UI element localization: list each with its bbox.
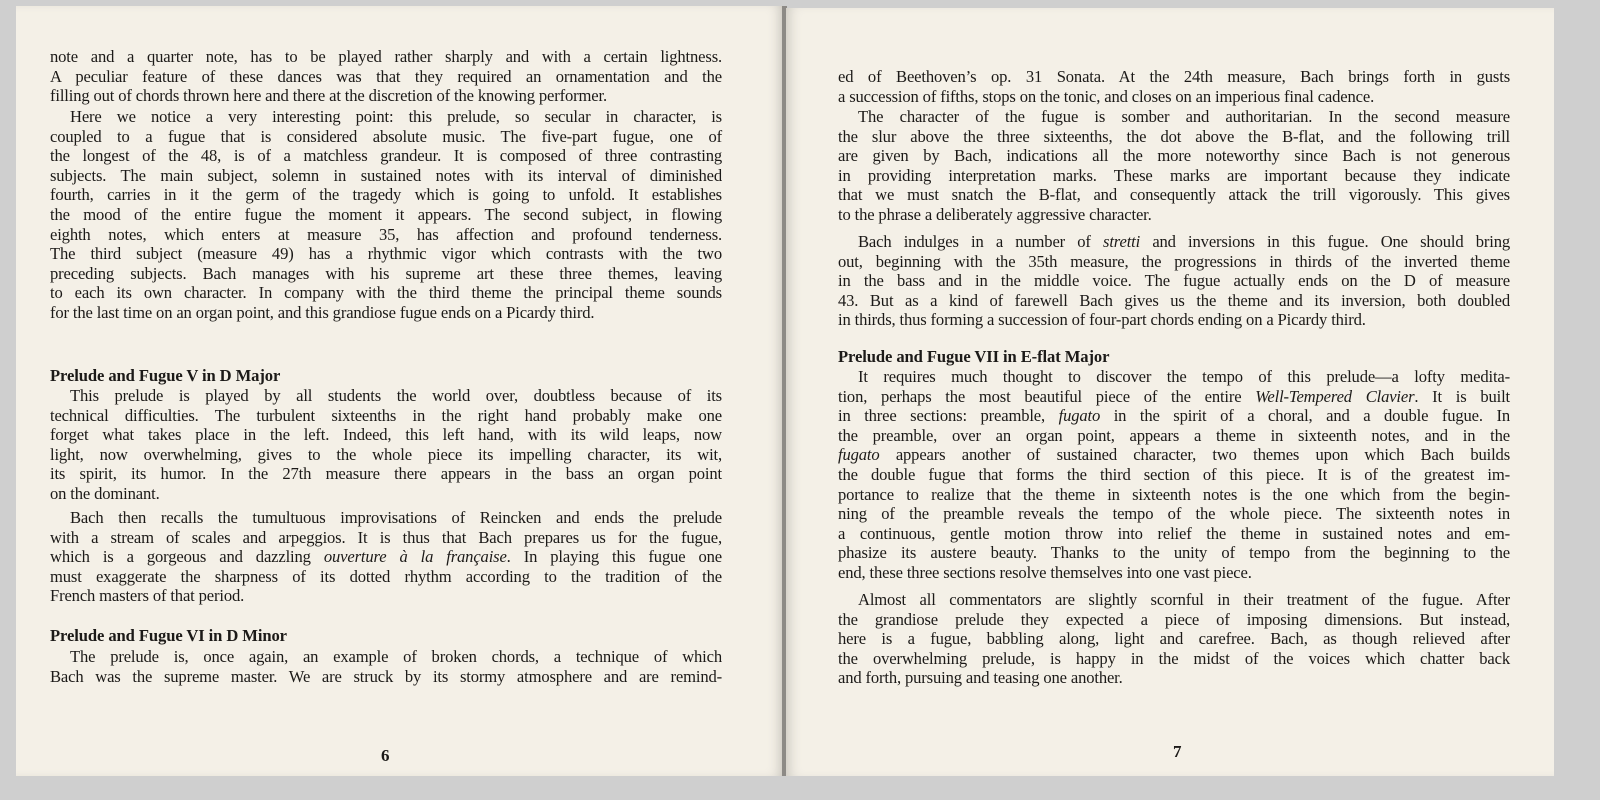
- text-line: note and a quarter note, has to be played rather sharply and with a certain lightness.: [50, 47, 722, 66]
- right-page: [786, 8, 1554, 776]
- text-line: and forth, pursuing and teasing one another.: [838, 668, 1123, 688]
- text-line: ning of the preamble reveals the tempo of the whole piece. The sixteenth notes in: [838, 504, 1510, 524]
- text-segment: which is a gorgeous and dazzling: [50, 547, 324, 567]
- text-line: The prelude is, once again, an example of broken chords, a technique of which: [70, 647, 722, 666]
- text-line: filling out of chords thrown here and there at the discretion of the knowing performer.: [50, 86, 607, 106]
- text-line: a continuous, gentle motion throw into relief the theme in sustained notes and em-: [838, 523, 1510, 543]
- text-line: preceding subjects. Bach manages with his supreme art these three themes, leaving: [50, 263, 722, 283]
- text-segment: and inversions in this fugue. One should bring: [1140, 232, 1510, 251]
- text-line: for the last time on an organ point, and this grandiose fugue ends on a Picardy third.: [50, 302, 595, 322]
- text-segment: Bach indulges in a number of: [858, 232, 1104, 251]
- text-line: It requires much thought to discover the tempo of this prelude—a lofty medita-: [858, 367, 1510, 386]
- text-line: French masters of that period.: [50, 586, 245, 606]
- text-line: out, beginning with the 35th measure, the progressions in thirds of the inverted theme: [838, 251, 1510, 271]
- text-line: its spirit, its humor. In the 27th measure there appears in the bass an organ point: [50, 464, 722, 484]
- text-line: Bach then recalls the tumultuous improvisations of Reincken and ends the prelude: [70, 508, 722, 527]
- italic-text: fugato: [838, 445, 880, 465]
- paragraph: [50, 647, 722, 686]
- section-heading: Prelude and Fugue V in D Major: [50, 366, 281, 385]
- text-line: the slur above the three sixteenths, the dot above the B-flat, and the following trill: [838, 126, 1510, 146]
- text-segment: tion, perhaps the most beautiful piece of the entire: [838, 386, 1256, 406]
- text-line: A peculiar feature of these dances was that they required an ornamentation and the: [50, 66, 722, 86]
- text-line: a succession of fifths, stops on the tonic, and closes on an imperious final cadence.: [838, 86, 1375, 106]
- text-line: portance to realize that the theme in sixteenth notes is the one which from the begin-: [838, 484, 1510, 504]
- text-line: to each its own character. In company with the third theme the principal theme sounds: [50, 283, 722, 303]
- italic-text: fugato: [1058, 406, 1101, 426]
- text-line: end, these three sections resolve themselves into one vast piece.: [838, 562, 1252, 582]
- text-line: [50, 547, 722, 567]
- text-segment: in the spirit of a choral, and a double fugue. In: [1100, 406, 1511, 426]
- text-line: eighth notes, which enters at measure 35, has affection and profound tenderness.: [50, 224, 722, 244]
- left-page: [16, 6, 784, 776]
- text-line: The character of the fugue is somber and authoritarian. In the second measure: [858, 107, 1510, 126]
- text-line: [838, 406, 1510, 426]
- text-line: must exaggerate the sharpness of its dotted rhythm according to the tradition of the: [50, 566, 722, 586]
- text-segment: in three sections: preamble,: [838, 406, 1059, 426]
- italic-text: stretti: [1103, 232, 1141, 251]
- text-line: Here we notice a very interesting point: this prelude, so secular in character, is: [70, 107, 722, 126]
- italic-text: ouverture à la française: [323, 547, 507, 567]
- text-line: subjects. The main subject, solemn in sustained notes with its interval of diminished: [50, 165, 722, 185]
- text-line: the mood of the entire fugue the moment it appears. The second subject, in flowing: [50, 204, 722, 224]
- text-line: Bach was the supreme master. We are struck by its stormy atmosphere and are remind-: [50, 666, 722, 686]
- page-number: 7: [1173, 742, 1182, 761]
- text-line: technical difficulties. The turbulent sixteenths in the right hand probably make one: [50, 405, 722, 425]
- paragraph: [838, 107, 1510, 225]
- paragraph: [838, 590, 1510, 688]
- text-line: fourth, carries in it the germ of the tragedy which is going to unfold. It establishes: [50, 185, 722, 205]
- text-segment: . In playing this fugue one: [506, 547, 723, 567]
- text-line: on the dominant.: [50, 483, 160, 503]
- text-line: The third subject (measure 49) has a rhythmic vigor which contrasts with the two: [50, 244, 722, 264]
- section-heading: Prelude and Fugue VI in D Minor: [50, 626, 287, 645]
- text-line: the grandiose prelude they expected a piece of imposing dimensions. But instead,: [838, 609, 1510, 629]
- paragraph: [50, 386, 722, 504]
- paragraph: [838, 367, 1510, 583]
- text-line: in the bass and in the middle voice. The fugue actually ends on the D of measure: [838, 271, 1510, 291]
- text-line: the overwhelming prelude, is happy in the midst of the voices which chatter back: [838, 648, 1510, 668]
- text-line: are given by Bach, indications all the more noteworthy since Bach is not generous: [838, 146, 1510, 166]
- text-line: phasize its austere beauty. Thanks to the unity of tempo from the beginning to the: [838, 543, 1510, 563]
- text-line: the double fugue that forms the third section of this piece. It is of the greatest im-: [838, 464, 1510, 484]
- text-line: 43. But as a kind of farewell Bach gives us the theme and its inversion, both doubled: [838, 290, 1510, 310]
- paragraph: [50, 508, 722, 606]
- text-line: [838, 445, 1510, 465]
- paragraph: [838, 67, 1510, 106]
- text-line: that we must snatch the B-flat, and consequently attack the trill vigorously. This gives: [838, 185, 1510, 205]
- text-line: forget what takes place in the left. Indeed, this left hand, with its wild leaps, now: [50, 425, 722, 445]
- section-heading: Prelude and Fugue VII in E-flat Major: [838, 347, 1110, 366]
- text-line: to the phrase a deliberately aggressive character.: [838, 204, 1152, 224]
- text-line: with a stream of scales and arpeggios. It is thus that Bach prepares us for the fugue,: [50, 527, 722, 547]
- text-line: the longest of the 48, is of a matchless grandeur. It is composed of three contrasting: [50, 146, 722, 166]
- text-line: ed of Beethoven’s op. 31 Sonata. At the 24th measure, Bach brings forth in gusts: [838, 67, 1510, 86]
- text-line: [838, 232, 1510, 252]
- text-line: This prelude is played by all students the world over, doubtless because of its: [70, 386, 722, 405]
- paragraph: [838, 232, 1510, 330]
- text-line: [838, 387, 1510, 407]
- page-number: 6: [381, 746, 390, 765]
- text-segment: . It is built: [1414, 386, 1510, 406]
- text-line: here is a fugue, babbling along, light and carefree. Bach, as though relieved after: [838, 629, 1510, 649]
- paragraph: [50, 107, 722, 323]
- text-line: the preamble, over an organ point, appears a theme in sixteenth notes, and in the: [838, 425, 1510, 445]
- paragraph: [50, 47, 722, 106]
- text-line: coupled to a fugue that is considered absolute music. The five-part fugue, one of: [50, 126, 722, 146]
- italic-text: Well-Tempered Clavier: [1255, 386, 1415, 406]
- text-line: Almost all commentators are slightly scornful in their treatment of the fugue. After: [858, 590, 1510, 609]
- text-segment: appears another of sustained character, two themes upon which Bach builds: [879, 445, 1510, 465]
- text-line: in thirds, thus forming a succession of four-part chords ending on a Picardy third.: [838, 310, 1366, 330]
- text-line: in providing interpretation marks. These marks are important because they indicate: [838, 165, 1510, 185]
- text-line: light, now overwhelming, gives to the whole piece its impelling character, its wit,: [50, 444, 722, 464]
